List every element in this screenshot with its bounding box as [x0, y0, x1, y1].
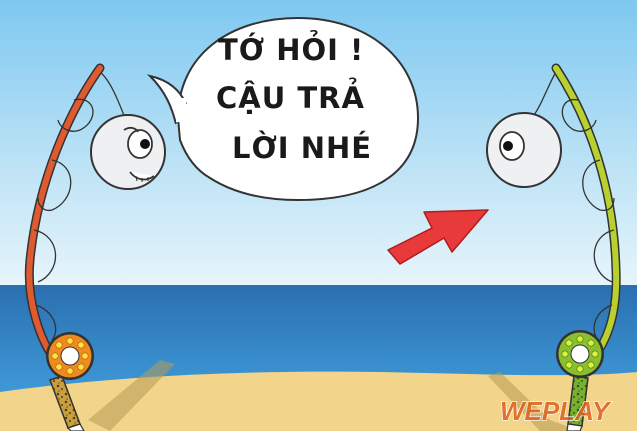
weplay-watermark: WEPLAY — [500, 396, 610, 426]
speech-line-3: LỜI NHÉ — [232, 131, 373, 165]
speech-line-2: CẬU TRẢ — [216, 81, 365, 115]
right-pupil — [503, 141, 513, 151]
right-float-head — [487, 113, 561, 187]
right-reel — [556, 330, 604, 378]
left-pupil — [140, 139, 150, 149]
left-float-head — [91, 115, 165, 189]
left-reel — [46, 332, 94, 380]
speech-line-1: TỚ HỎI ! — [218, 33, 365, 67]
